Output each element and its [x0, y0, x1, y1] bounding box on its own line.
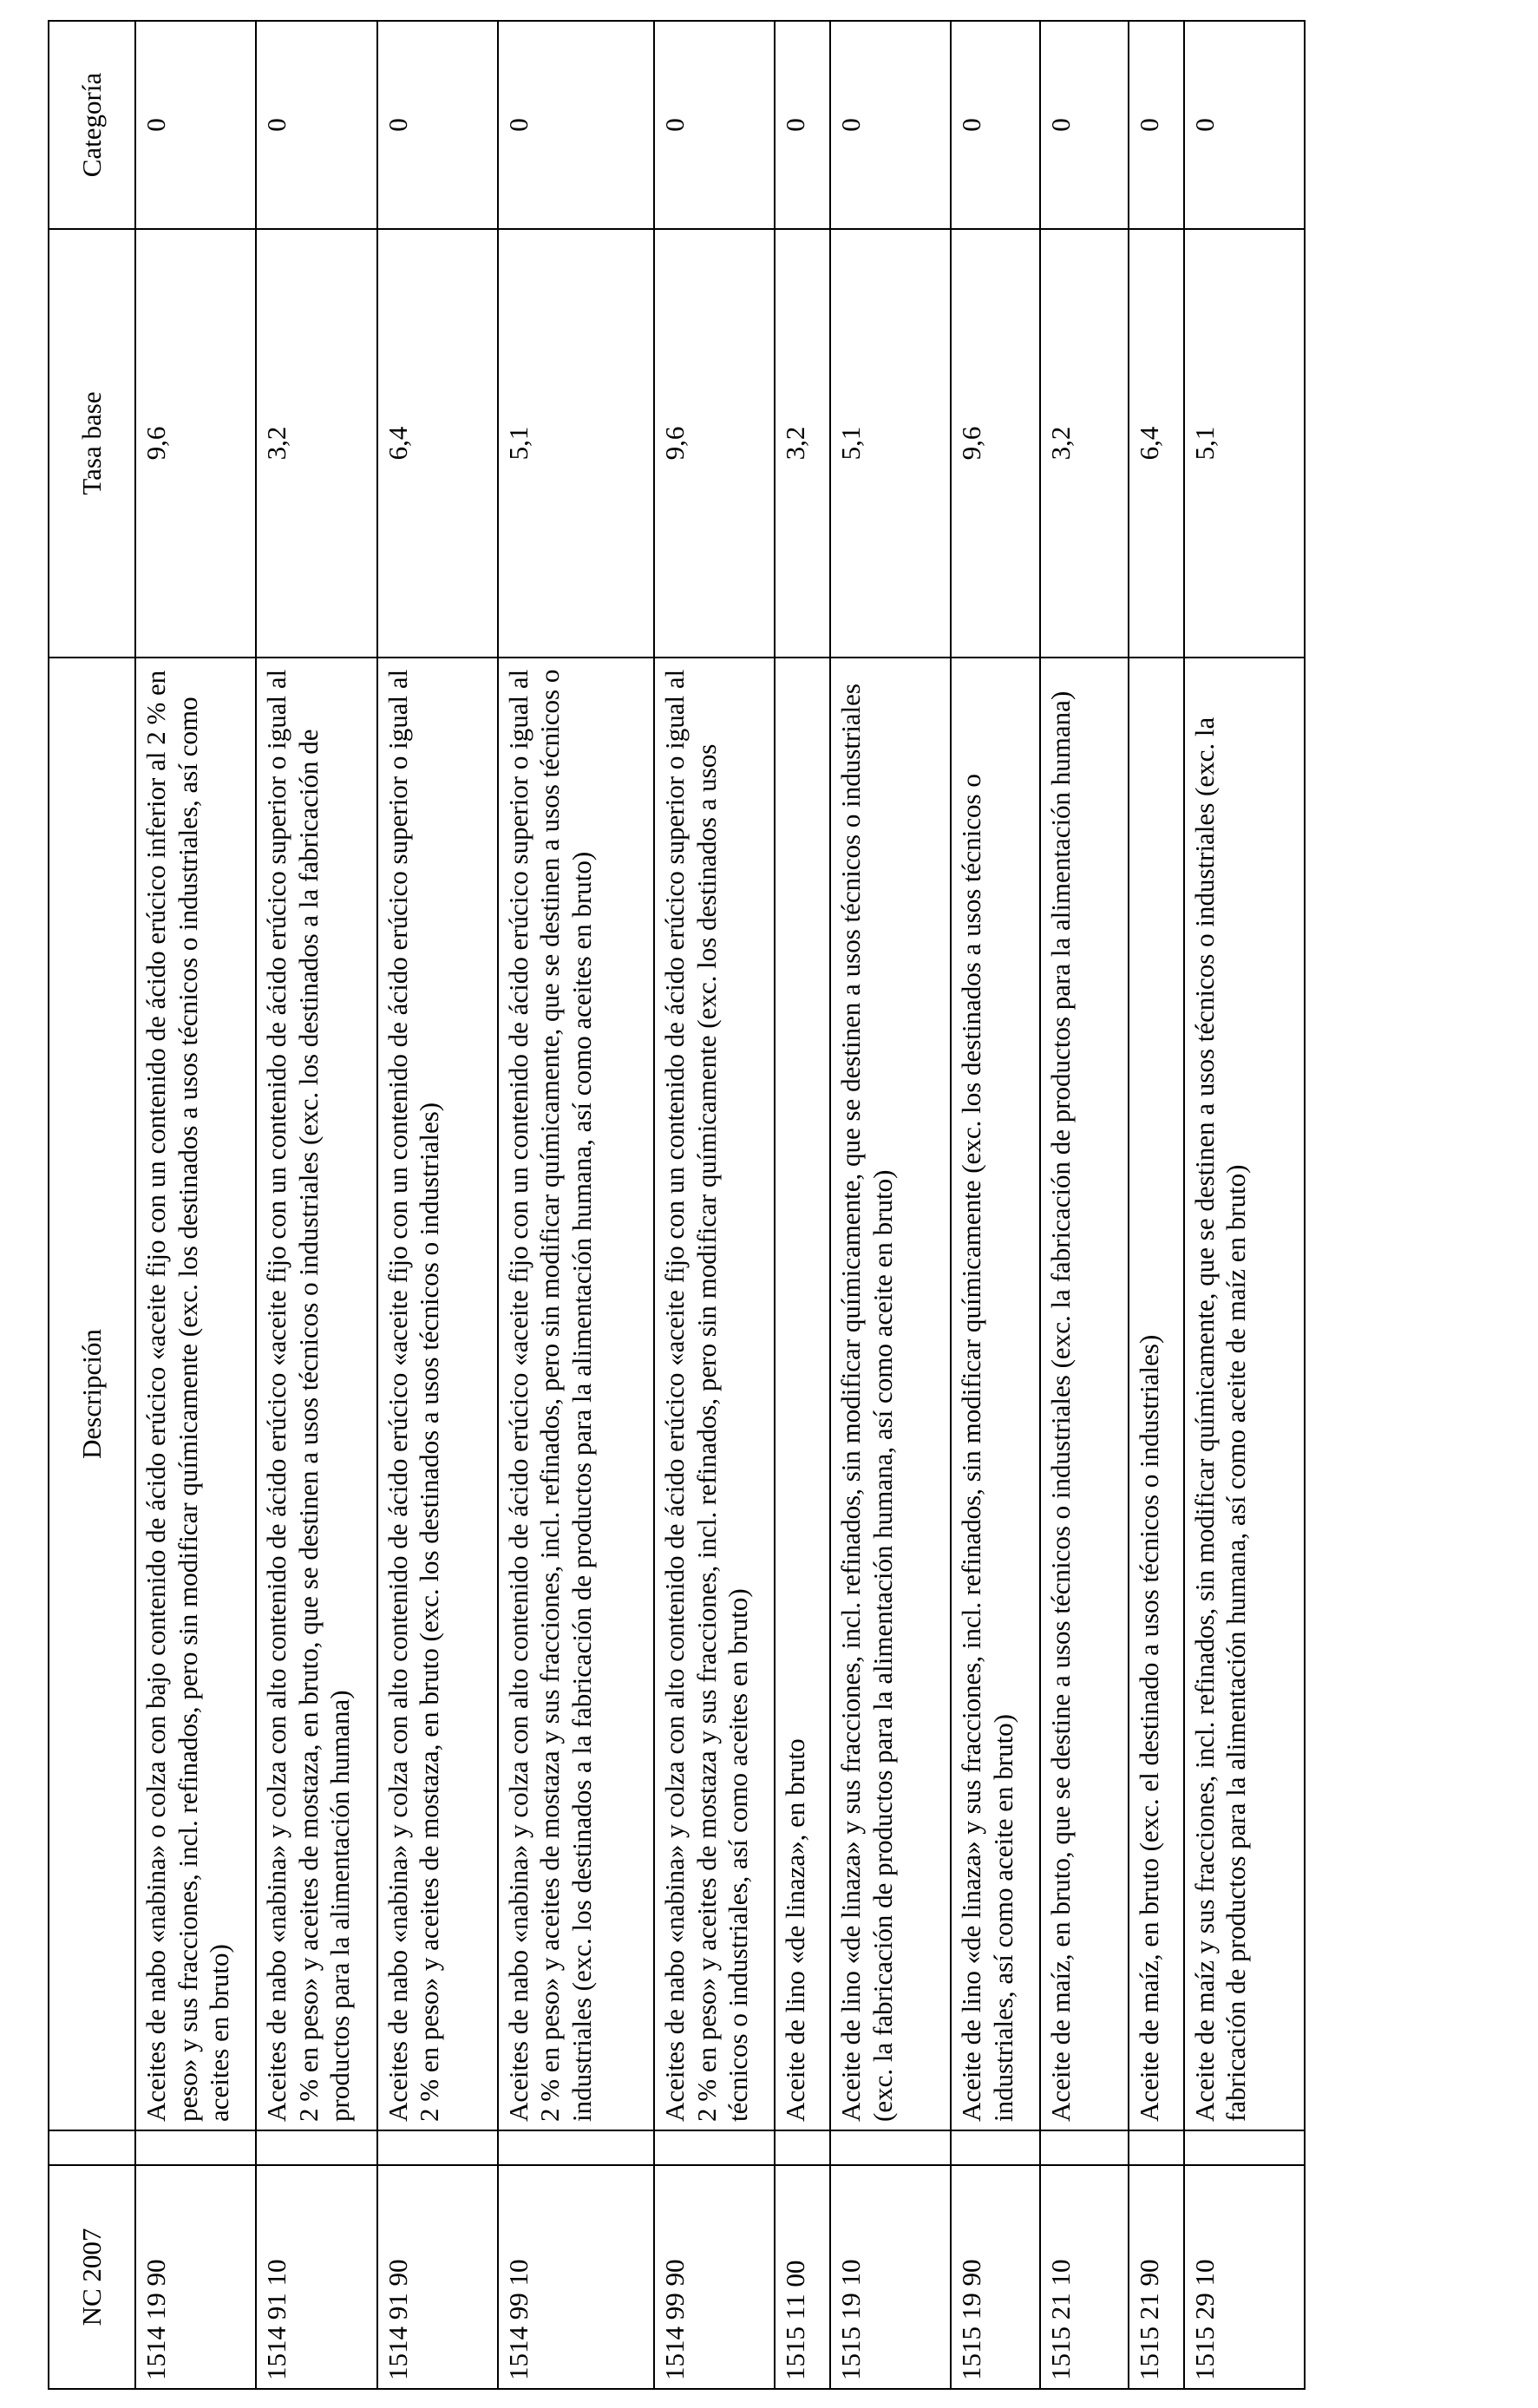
- cell-category: 0: [377, 21, 498, 229]
- cell-category: 0: [135, 21, 256, 229]
- cell-category: 0: [1129, 21, 1184, 229]
- cell-base-rate: 6,4: [377, 229, 498, 658]
- cell-description: Aceite de maíz y sus fracciones, incl. refinados, sin modificar químicamente, que se destinen a usos técnicos o industriales (exc. la fabricación de productos para la alimentación humana, así como aceite de maíz en bruto): [1184, 658, 1305, 2130]
- cell-category: 0: [498, 21, 654, 229]
- table-row: [135, 21, 256, 2389]
- cell-code: 1515 11 00: [775, 2165, 830, 2389]
- cell-category: 0: [654, 21, 775, 229]
- cell-base-rate: 3,2: [256, 229, 376, 658]
- cell-spacer: [1129, 2130, 1184, 2165]
- cell-spacer: [498, 2130, 654, 2165]
- cell-base-rate: 5,1: [830, 229, 951, 658]
- cell-description: Aceites de nabo «nabina» o colza con bajo contenido de ácido erúcico «aceite fijo con un contenido de ácido erúcico inferior al 2 % en peso» y sus fracciones, incl. refinados, pero sin modificar químicamente (exc. los destinados a usos técnicos o industriales, así como aceites en bruto): [135, 658, 256, 2130]
- cell-description: Aceites de nabo «nabina» y colza con alto contenido de ácido erúcico «aceite fijo con un contenido de ácido erúcico superior o igual al 2 % en peso» y aceites de mostaza, en bruto, que se destinen a usos técnicos o industriales (exc. los destinados a la fabricación de productos para la alimentación humana): [256, 658, 376, 2130]
- table-row: [1040, 21, 1129, 2389]
- cell-description: Aceite de lino «de linaza», en bruto: [775, 658, 830, 2130]
- cell-category: 0: [1040, 21, 1129, 229]
- cell-base-rate: 3,2: [1040, 229, 1129, 658]
- cell-spacer: [256, 2130, 376, 2165]
- cell-base-rate: 9,6: [654, 229, 775, 658]
- cell-spacer: [951, 2130, 1039, 2165]
- cell-base-rate: 6,4: [1129, 229, 1184, 658]
- cell-description: Aceites de nabo «nabina» y colza con alto contenido de ácido erúcico «aceite fijo con un contenido de ácido erúcico superior o igual al 2 % en peso» y aceites de mostaza, en bruto (exc. los destinados a usos técnicos o industriales): [377, 658, 498, 2130]
- table-row: [775, 21, 830, 2389]
- cell-category: 0: [256, 21, 376, 229]
- cell-spacer: [377, 2130, 498, 2165]
- cell-base-rate: 9,6: [135, 229, 256, 658]
- cell-category: 0: [830, 21, 951, 229]
- cell-spacer: [1184, 2130, 1305, 2165]
- cell-code: 1514 99 10: [498, 2165, 654, 2389]
- cell-code: 1514 99 90: [654, 2165, 775, 2389]
- cell-base-rate: 3,2: [775, 229, 830, 658]
- cell-description: Aceite de maíz, en bruto (exc. el destinado a usos técnicos o industriales): [1129, 658, 1184, 2130]
- cell-code: 1515 21 10: [1040, 2165, 1129, 2389]
- table-row: [654, 21, 775, 2389]
- table-row: [951, 21, 1039, 2389]
- cell-category: 0: [775, 21, 830, 229]
- cell-spacer: [775, 2130, 830, 2165]
- cell-base-rate: 5,1: [498, 229, 654, 658]
- cell-spacer: [654, 2130, 775, 2165]
- cell-category: 0: [1184, 21, 1305, 229]
- cell-spacer: [135, 2130, 256, 2165]
- cell-base-rate: 5,1: [1184, 229, 1305, 658]
- header-spacer: [49, 2130, 135, 2165]
- cell-description: Aceites de nabo «nabina» y colza con alto contenido de ácido erúcico «aceite fijo con un contenido de ácido erúcico superior o igual al 2 % en peso» y aceites de mostaza y sus fracciones, incl. refinados, pero sin modificar químicamente, que se destinen a usos técnicos o industriales (exc. los destinados a la fabricación de productos para la alimentación humana, así como aceites en bruto): [498, 658, 654, 2130]
- cell-code: 1514 91 90: [377, 2165, 498, 2389]
- cell-code: 1515 21 90: [1129, 2165, 1184, 2389]
- cell-spacer: [1040, 2130, 1129, 2165]
- table-row: [1129, 21, 1184, 2389]
- cell-code: 1515 29 10: [1184, 2165, 1305, 2389]
- header-code: NC 2007: [49, 2165, 135, 2389]
- table-row: [256, 21, 376, 2389]
- header-description: Descripción: [49, 658, 135, 2130]
- cell-base-rate: 9,6: [951, 229, 1039, 658]
- tariff-table: [48, 20, 1306, 2390]
- rotated-page: [48, 22, 1306, 2390]
- cell-description: Aceite de lino «de linaza» y sus fracciones, incl. refinados, sin modificar químicamente (exc. los destinados a usos técnicos o industriales, así como aceite en bruto): [951, 658, 1039, 2130]
- header-category: Categoría: [49, 21, 135, 229]
- cell-spacer: [830, 2130, 951, 2165]
- table-row: [830, 21, 951, 2389]
- cell-code: 1515 19 90: [951, 2165, 1039, 2389]
- table-row: [498, 21, 654, 2389]
- table-row: [377, 21, 498, 2389]
- cell-category: 0: [951, 21, 1039, 229]
- cell-description: Aceite de maíz, en bruto, que se destine a usos técnicos o industriales (exc. la fabricación de productos para la alimentación humana): [1040, 658, 1129, 2130]
- table-row: [1184, 21, 1305, 2389]
- cell-code: 1515 19 10: [830, 2165, 951, 2389]
- cell-code: 1514 19 90: [135, 2165, 256, 2389]
- cell-description: Aceite de lino «de linaza» y sus fracciones, incl. refinados, sin modificar químicamente, que se destinen a usos técnicos o industriales (exc. la fabricación de productos para la alimentación humana, así como aceite en bruto): [830, 658, 951, 2130]
- header-base-rate: Tasa base: [49, 229, 135, 658]
- table-header-row: [49, 21, 135, 2389]
- cell-code: 1514 91 10: [256, 2165, 376, 2389]
- cell-description: Aceites de nabo «nabina» y colza con alto contenido de ácido erúcico «aceite fijo con un contenido de ácido erúcico superior o igual al 2 % en peso» y aceites de mostaza y sus fracciones, incl. refinados, pero sin modificar químicamente (exc. los destinados a usos técnicos o industriales, así como aceites en bruto): [654, 658, 775, 2130]
